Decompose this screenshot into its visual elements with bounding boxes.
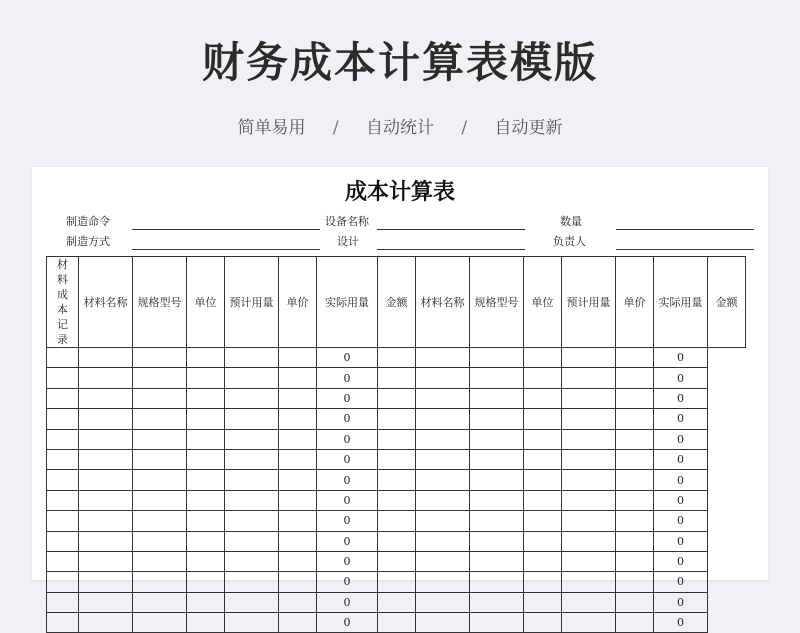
input-cell[interactable] bbox=[378, 592, 416, 612]
input-cell[interactable] bbox=[616, 572, 654, 592]
input-cell[interactable] bbox=[524, 470, 562, 490]
input-cell[interactable] bbox=[416, 551, 470, 571]
input-cell[interactable] bbox=[225, 449, 279, 469]
input-cell[interactable] bbox=[470, 449, 524, 469]
input-cell[interactable] bbox=[378, 572, 416, 592]
design-field[interactable] bbox=[377, 249, 525, 250]
input-cell[interactable] bbox=[378, 368, 416, 388]
input-cell[interactable] bbox=[562, 449, 616, 469]
table-row bbox=[47, 551, 746, 571]
input-cell[interactable] bbox=[524, 551, 562, 571]
input-cell[interactable] bbox=[470, 429, 524, 449]
header-row bbox=[47, 257, 746, 348]
amount-cell: 0 bbox=[654, 368, 708, 388]
input-cell[interactable] bbox=[187, 572, 225, 592]
input-cell[interactable] bbox=[187, 470, 225, 490]
amount-cell: 0 bbox=[654, 449, 708, 469]
input-cell[interactable] bbox=[470, 511, 524, 531]
cost-sheet bbox=[32, 167, 768, 630]
input-cell[interactable] bbox=[225, 613, 279, 633]
input-cell[interactable] bbox=[79, 449, 133, 469]
order-field[interactable] bbox=[132, 229, 320, 230]
input-cell[interactable] bbox=[187, 511, 225, 531]
input-cell[interactable] bbox=[470, 388, 524, 408]
amount-cell: 0 bbox=[654, 409, 708, 429]
input-cell[interactable] bbox=[187, 531, 225, 551]
input-cell[interactable] bbox=[47, 572, 79, 592]
header-cell: 实际用量 bbox=[317, 257, 378, 348]
input-cell[interactable] bbox=[616, 470, 654, 490]
input-cell[interactable] bbox=[279, 531, 317, 551]
input-cell[interactable] bbox=[616, 388, 654, 408]
input-cell[interactable] bbox=[133, 592, 187, 612]
input-cell[interactable] bbox=[416, 531, 470, 551]
equipment-field[interactable] bbox=[377, 229, 525, 230]
header-cell: 规格型号 bbox=[133, 257, 187, 348]
input-cell[interactable] bbox=[524, 348, 562, 368]
input-cell[interactable] bbox=[470, 409, 524, 429]
table-row bbox=[47, 613, 746, 633]
method-field[interactable] bbox=[132, 249, 320, 250]
header-cell: 单价 bbox=[279, 257, 317, 348]
input-cell[interactable] bbox=[562, 490, 616, 510]
banner-title: 财务成本计算表模版 bbox=[201, 38, 598, 87]
input-cell[interactable] bbox=[279, 348, 317, 368]
input-cell[interactable] bbox=[47, 409, 79, 429]
input-cell[interactable] bbox=[378, 470, 416, 490]
input-cell[interactable] bbox=[616, 592, 654, 612]
amount-cell: 0 bbox=[317, 592, 378, 612]
amount-cell: 0 bbox=[317, 368, 378, 388]
amount-cell: 0 bbox=[317, 409, 378, 429]
table-row bbox=[47, 572, 746, 592]
input-cell[interactable] bbox=[470, 470, 524, 490]
input-cell[interactable] bbox=[279, 551, 317, 571]
input-cell[interactable] bbox=[616, 409, 654, 429]
amount-cell: 0 bbox=[654, 429, 708, 449]
amount-cell: 0 bbox=[654, 388, 708, 408]
amount-cell: 0 bbox=[317, 470, 378, 490]
input-cell[interactable] bbox=[562, 368, 616, 388]
input-cell[interactable] bbox=[524, 449, 562, 469]
input-cell[interactable] bbox=[378, 511, 416, 531]
input-cell[interactable] bbox=[225, 572, 279, 592]
input-cell[interactable] bbox=[279, 388, 317, 408]
input-cell[interactable] bbox=[416, 511, 470, 531]
input-cell[interactable] bbox=[470, 348, 524, 368]
input-cell[interactable] bbox=[524, 572, 562, 592]
input-cell[interactable] bbox=[79, 490, 133, 510]
side-label-cell bbox=[47, 257, 79, 348]
input-cell[interactable] bbox=[378, 449, 416, 469]
input-cell[interactable] bbox=[616, 490, 654, 510]
sheet-title: 成本计算表 bbox=[344, 179, 455, 205]
input-cell[interactable] bbox=[562, 613, 616, 633]
input-cell[interactable] bbox=[79, 348, 133, 368]
input-cell[interactable] bbox=[378, 531, 416, 551]
header-cell: 单位 bbox=[524, 257, 562, 348]
amount-cell: 0 bbox=[317, 348, 378, 368]
input-cell[interactable] bbox=[225, 551, 279, 571]
header-cell: 材料名称 bbox=[416, 257, 470, 348]
material-cost-table bbox=[46, 256, 746, 633]
input-cell[interactable] bbox=[225, 409, 279, 429]
table-row bbox=[47, 511, 746, 531]
input-cell[interactable] bbox=[79, 531, 133, 551]
input-cell[interactable] bbox=[279, 490, 317, 510]
input-cell[interactable] bbox=[470, 368, 524, 388]
input-cell[interactable] bbox=[133, 572, 187, 592]
input-cell[interactable] bbox=[524, 368, 562, 388]
input-cell[interactable] bbox=[524, 388, 562, 408]
quantity-field[interactable] bbox=[616, 229, 754, 230]
input-cell[interactable] bbox=[225, 348, 279, 368]
input-cell[interactable] bbox=[133, 470, 187, 490]
input-cell[interactable] bbox=[187, 409, 225, 429]
input-cell[interactable] bbox=[79, 511, 133, 531]
input-cell[interactable] bbox=[133, 613, 187, 633]
input-cell[interactable] bbox=[225, 531, 279, 551]
input-cell[interactable] bbox=[47, 429, 79, 449]
input-cell[interactable] bbox=[47, 388, 79, 408]
input-cell[interactable] bbox=[79, 388, 133, 408]
owner-field[interactable] bbox=[616, 249, 754, 250]
header-cell: 金额 bbox=[708, 257, 746, 348]
input-cell[interactable] bbox=[133, 551, 187, 571]
amount-cell: 0 bbox=[317, 449, 378, 469]
input-cell[interactable] bbox=[524, 613, 562, 633]
order-label: 制造命令 bbox=[66, 215, 110, 228]
header-cell: 单价 bbox=[616, 257, 654, 348]
equipment-label: 设备名称 bbox=[325, 215, 369, 228]
input-cell[interactable] bbox=[47, 368, 79, 388]
table-row bbox=[47, 429, 746, 449]
input-cell[interactable] bbox=[470, 572, 524, 592]
header-cell: 预计用量 bbox=[225, 257, 279, 348]
input-cell[interactable] bbox=[279, 613, 317, 633]
input-cell[interactable] bbox=[470, 592, 524, 612]
input-cell[interactable] bbox=[225, 511, 279, 531]
amount-cell: 0 bbox=[317, 572, 378, 592]
input-cell[interactable] bbox=[416, 470, 470, 490]
input-cell[interactable] bbox=[47, 592, 79, 612]
input-cell[interactable] bbox=[524, 429, 562, 449]
amount-cell: 0 bbox=[654, 490, 708, 510]
input-cell[interactable] bbox=[562, 531, 616, 551]
input-cell[interactable] bbox=[133, 490, 187, 510]
amount-cell: 0 bbox=[654, 613, 708, 633]
input-cell[interactable] bbox=[133, 368, 187, 388]
input-cell[interactable] bbox=[187, 449, 225, 469]
header-cell: 单位 bbox=[187, 257, 225, 348]
input-cell[interactable] bbox=[79, 551, 133, 571]
amount-cell: 0 bbox=[317, 429, 378, 449]
input-cell[interactable] bbox=[225, 368, 279, 388]
amount-cell: 0 bbox=[317, 388, 378, 408]
input-cell[interactable] bbox=[79, 429, 133, 449]
input-cell[interactable] bbox=[133, 511, 187, 531]
table-row bbox=[47, 409, 746, 429]
input-cell[interactable] bbox=[562, 388, 616, 408]
header-cell: 金额 bbox=[378, 257, 416, 348]
input-cell[interactable] bbox=[416, 613, 470, 633]
input-cell[interactable] bbox=[416, 490, 470, 510]
input-cell[interactable] bbox=[378, 409, 416, 429]
input-cell[interactable] bbox=[524, 490, 562, 510]
table-row bbox=[47, 592, 746, 612]
input-cell[interactable] bbox=[225, 470, 279, 490]
input-cell[interactable] bbox=[279, 511, 317, 531]
amount-cell: 0 bbox=[654, 348, 708, 368]
input-cell[interactable] bbox=[524, 531, 562, 551]
header-cell: 规格型号 bbox=[470, 257, 524, 348]
input-cell[interactable] bbox=[378, 429, 416, 449]
table-row bbox=[47, 348, 746, 368]
input-cell[interactable] bbox=[47, 490, 79, 510]
input-cell[interactable] bbox=[279, 429, 317, 449]
input-cell[interactable] bbox=[562, 572, 616, 592]
input-cell[interactable] bbox=[133, 531, 187, 551]
table-row bbox=[47, 449, 746, 469]
input-cell[interactable] bbox=[470, 613, 524, 633]
input-cell[interactable] bbox=[378, 388, 416, 408]
table-body bbox=[47, 348, 746, 633]
input-cell[interactable] bbox=[416, 348, 470, 368]
input-cell[interactable] bbox=[279, 592, 317, 612]
input-cell[interactable] bbox=[47, 551, 79, 571]
input-cell[interactable] bbox=[133, 409, 187, 429]
input-cell[interactable] bbox=[47, 470, 79, 490]
input-cell[interactable] bbox=[187, 592, 225, 612]
feature-easy: 简单易用 bbox=[237, 118, 306, 138]
input-cell[interactable] bbox=[187, 490, 225, 510]
input-cell[interactable] bbox=[187, 348, 225, 368]
amount-cell: 0 bbox=[317, 511, 378, 531]
input-cell[interactable] bbox=[47, 449, 79, 469]
input-cell[interactable] bbox=[470, 531, 524, 551]
separator: / bbox=[461, 118, 468, 138]
input-cell[interactable] bbox=[416, 449, 470, 469]
input-cell[interactable] bbox=[416, 409, 470, 429]
input-cell[interactable] bbox=[416, 368, 470, 388]
input-cell[interactable] bbox=[279, 368, 317, 388]
input-cell[interactable] bbox=[225, 388, 279, 408]
input-cell[interactable] bbox=[79, 368, 133, 388]
input-cell[interactable] bbox=[47, 348, 79, 368]
input-cell[interactable] bbox=[562, 511, 616, 531]
input-cell[interactable] bbox=[79, 592, 133, 612]
input-cell[interactable] bbox=[562, 470, 616, 490]
amount-cell: 0 bbox=[317, 490, 378, 510]
side-label: 材料成本记录 bbox=[57, 258, 68, 346]
input-cell[interactable] bbox=[225, 592, 279, 612]
method-label: 制造方式 bbox=[66, 235, 110, 248]
input-cell[interactable] bbox=[133, 449, 187, 469]
input-cell[interactable] bbox=[187, 368, 225, 388]
input-cell[interactable] bbox=[562, 429, 616, 449]
amount-cell: 0 bbox=[654, 470, 708, 490]
input-cell[interactable] bbox=[416, 572, 470, 592]
input-cell[interactable] bbox=[562, 592, 616, 612]
input-cell[interactable] bbox=[47, 531, 79, 551]
input-cell[interactable] bbox=[616, 531, 654, 551]
input-cell[interactable] bbox=[187, 551, 225, 571]
header-cell: 材料名称 bbox=[79, 257, 133, 348]
table-row bbox=[47, 388, 746, 408]
input-cell[interactable] bbox=[47, 511, 79, 531]
input-cell[interactable] bbox=[133, 348, 187, 368]
input-cell[interactable] bbox=[47, 613, 79, 633]
owner-label: 负责人 bbox=[553, 235, 586, 248]
input-cell[interactable] bbox=[616, 449, 654, 469]
input-cell[interactable] bbox=[470, 551, 524, 571]
header-cell: 预计用量 bbox=[562, 257, 616, 348]
input-cell[interactable] bbox=[378, 551, 416, 571]
input-cell[interactable] bbox=[616, 551, 654, 571]
input-cell[interactable] bbox=[562, 348, 616, 368]
input-cell[interactable] bbox=[378, 613, 416, 633]
input-cell[interactable] bbox=[187, 388, 225, 408]
amount-cell: 0 bbox=[317, 551, 378, 571]
input-cell[interactable] bbox=[279, 449, 317, 469]
input-cell[interactable] bbox=[187, 429, 225, 449]
amount-cell: 0 bbox=[654, 572, 708, 592]
input-cell[interactable] bbox=[470, 490, 524, 510]
input-cell[interactable] bbox=[616, 511, 654, 531]
input-cell[interactable] bbox=[279, 409, 317, 429]
table-row bbox=[47, 470, 746, 490]
amount-cell: 0 bbox=[654, 531, 708, 551]
input-cell[interactable] bbox=[133, 388, 187, 408]
table-row bbox=[47, 531, 746, 551]
input-cell[interactable] bbox=[378, 490, 416, 510]
input-cell[interactable] bbox=[616, 368, 654, 388]
amount-cell: 0 bbox=[654, 592, 708, 612]
quantity-label: 数量 bbox=[560, 215, 582, 228]
input-cell[interactable] bbox=[225, 490, 279, 510]
input-cell[interactable] bbox=[416, 429, 470, 449]
input-cell[interactable] bbox=[616, 429, 654, 449]
input-cell[interactable] bbox=[524, 592, 562, 612]
table-row bbox=[47, 368, 746, 388]
separator: / bbox=[332, 118, 339, 138]
input-cell[interactable] bbox=[79, 572, 133, 592]
header-cell: 实际用量 bbox=[654, 257, 708, 348]
amount-cell: 0 bbox=[317, 531, 378, 551]
input-cell[interactable] bbox=[378, 348, 416, 368]
feature-auto-update: 自动更新 bbox=[494, 118, 563, 138]
amount-cell: 0 bbox=[654, 551, 708, 571]
design-label: 设计 bbox=[337, 235, 359, 248]
input-cell[interactable] bbox=[524, 409, 562, 429]
input-cell[interactable] bbox=[133, 429, 187, 449]
input-cell[interactable] bbox=[279, 470, 317, 490]
input-cell[interactable] bbox=[79, 470, 133, 490]
input-cell[interactable] bbox=[524, 511, 562, 531]
input-cell[interactable] bbox=[416, 388, 470, 408]
amount-cell: 0 bbox=[317, 613, 378, 633]
input-cell[interactable] bbox=[79, 613, 133, 633]
banner-subtitle bbox=[0, 113, 800, 138]
feature-auto-stats: 自动统计 bbox=[366, 118, 434, 138]
input-cell[interactable] bbox=[187, 613, 225, 633]
input-cell[interactable] bbox=[562, 409, 616, 429]
input-cell[interactable] bbox=[279, 572, 317, 592]
table-row bbox=[47, 490, 746, 510]
input-cell[interactable] bbox=[416, 592, 470, 612]
input-cell[interactable] bbox=[79, 409, 133, 429]
input-cell[interactable] bbox=[225, 429, 279, 449]
input-cell[interactable] bbox=[616, 348, 654, 368]
input-cell[interactable] bbox=[616, 613, 654, 633]
amount-cell: 0 bbox=[654, 511, 708, 531]
input-cell[interactable] bbox=[562, 551, 616, 571]
